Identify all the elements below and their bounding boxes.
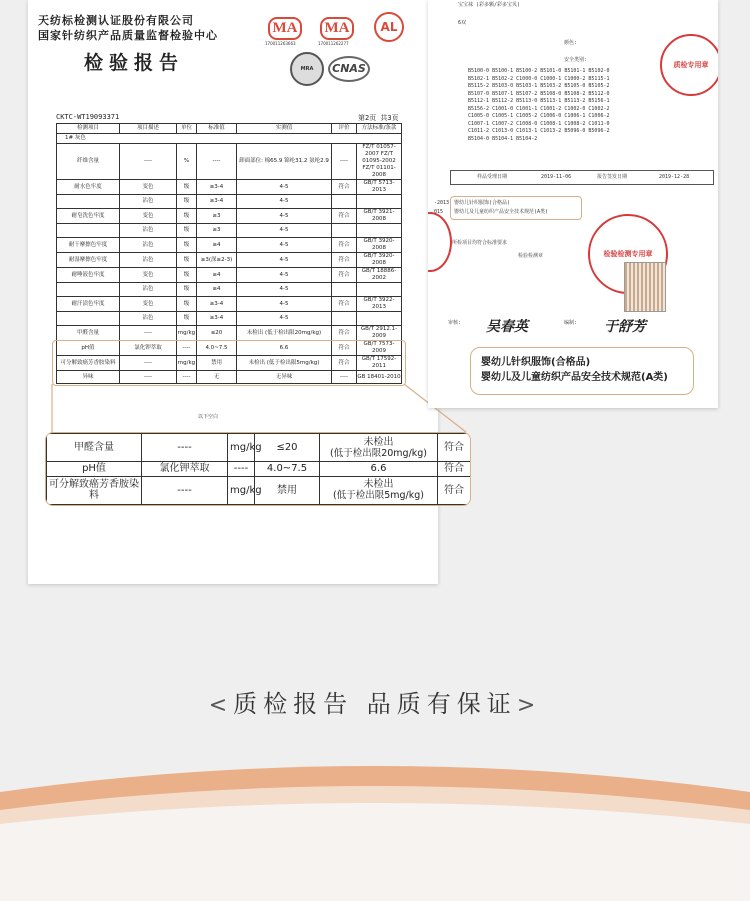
table-cell: ≥4 [197,238,237,253]
table-cell: ---- [120,356,177,371]
test-seal-stamp-icon: 检验检测专用章 [588,214,668,294]
color-label: 颜色: [564,40,578,46]
table-cell: 耐湿摩擦色牢度 [57,253,120,268]
model-code-line: B5112-1 B5112-2 B5113-0 B5113-1 B5113-2 B5156-1 [468,98,610,104]
std2-prefix: 015 [434,209,444,215]
model-code-line: C1007-1 C1007-2 C1008-0 C1008-1 C1008-2 C1011-0 [468,120,610,127]
table-cell: 未检出 (低于检出限5mg/kg) [237,356,332,371]
zoom-limit-cell: ≤20 [255,434,320,462]
model-code-line: B5115-2 B5103-0 B5103-1 B5103-2 B5105-0 B5105-2 [468,83,610,89]
table-cell: GB/T 2912.1-2009 [357,326,402,341]
header-cell: 方法标准/条款 [357,124,402,134]
table-cell: ≥3 [197,209,237,224]
model-code-line: C1011-2 C1013-0 C1013-1 C1013-2 B5096-0 B5096-2 [468,128,610,134]
table-cell: 耐水色牢度 [57,180,120,195]
table-cell: mg/kg [177,326,197,341]
table-cell: 纤维含量 [57,144,120,180]
table-cell: 变色 [120,209,177,224]
model-code-line: C1005-0 C1005-1 C1005-2 C1006-0 C1006-1 C1006-2 [468,113,610,119]
table-cell: ≥3-4 [197,312,237,326]
zoomed-results-callout [45,432,471,506]
table-cell: 符合 [332,180,357,195]
callout-standard-2: 婴幼儿及儿童纺织产品安全技术规范(A类) [481,372,668,383]
table-cell: 耐汗渍色牢度 [57,297,120,312]
table-cell: 符合 [332,297,357,312]
table-cell: 4-5 [237,312,332,326]
report-title: 检验报告 [84,52,185,74]
header-cell: 检测项目 [57,124,120,134]
table-cell: 沾色 [120,283,177,297]
table-cell: 符合 [332,326,357,341]
zoom-eval-cell: 符合 [438,434,471,462]
cnas-logo-icon: CNAS [328,56,370,82]
zoom-item-cell: 甲醛含量 [47,434,142,462]
table-cell: 4-5 [237,283,332,297]
header-cell: 单位 [177,124,197,134]
org-name-line1: 天纺标检测认证股份有限公司 [38,14,194,27]
table-cell: GB 18401-2010 [357,371,402,384]
table-cell: 级 [177,180,197,195]
page-info: 第2页 共3页 [358,114,399,122]
table-cell: 级 [177,253,197,268]
table-cell: 耐皂洗色牢度 [57,209,120,224]
issue-label: 报告签发日期 [597,174,628,180]
table-cell: 符合 [332,268,357,283]
zoom-result-line2: (低于检出限5mg/kg) [333,490,424,502]
cert-number-2: 170011262277 [318,41,349,46]
conclusion-fragment: 所检项目均符合标准要求 [452,240,508,246]
table-cell: GB/T 3922-2013 [357,297,402,312]
table-cell: ---- [177,341,197,356]
table-cell: 符合 [332,341,357,356]
table-cell: 可分解致癌芳香胺染料 [57,356,120,371]
callout-standard-1: 婴幼儿针织服饰(合格品) [481,357,591,368]
table-cell: % [177,144,197,180]
zoom-result-line1: 未检出 [363,479,394,491]
table-cell: 4-5 [237,209,332,224]
red-stamp-partial-icon [428,212,452,272]
org-name-line2: 国家针纺织产品质量监督检验中心 [38,29,218,42]
table-cell: ---- [332,144,357,180]
section-heading [0,684,750,719]
table-cell: 6.6 [237,341,332,356]
table-cell: 耐干摩擦色牢度 [57,238,120,253]
table-cell: GB/T 7573-2009 [357,341,402,356]
zoom-result-cell [320,476,438,504]
zoom-result-line1: 未检出 [363,436,394,448]
zoom-desc-cell: ---- [142,434,228,462]
table-cell: 符合 [332,356,357,371]
table-cell: 异味 [57,371,120,384]
table-cell: 级 [177,224,197,238]
table-cell: ≥3-4 [197,297,237,312]
zoom-unit-cell: mg/kg [228,476,255,504]
table-cell: ≤20 [197,326,237,341]
table-cell: GB/T 18886-2002 [357,268,402,283]
std1: 婴幼儿针织服饰(合格品) [454,200,511,206]
stamp-label: 检验检测章 [518,253,544,259]
zoom-result-cell [320,434,438,462]
zoom-desc-cell: 氯化钾萃取 [142,462,228,477]
table-cell: ≥4 [197,283,237,297]
issue-date: 2019-12-28 [659,174,690,180]
red-stamp-icon: 质检专用章 [660,34,718,96]
decorative-wave [0,760,750,901]
table-cell: 级 [177,209,197,224]
table-cell: mg/kg [177,356,197,371]
model-codes [468,68,609,143]
zoom-result-cell [320,462,438,477]
report-number: CKTC-WT19093371 [56,113,120,121]
std1-prefix: -2013 [434,200,450,206]
table-cell: ---- [120,144,177,180]
table-cell: ≥3 [197,224,237,238]
zoom-row [47,476,471,504]
table-cell: 4-5 [237,268,332,283]
heading-title: 质检报告 品质有保证 [233,690,517,718]
table-cell: 未检出 (低于检出限20mg/kg) [237,326,332,341]
table-cell: 符合 [332,253,357,268]
table-cell: 4-5 [237,180,332,195]
table-cell: 符合 [332,209,357,224]
ilac-mra-logo-icon: MRA [290,52,324,86]
review-label: 审核: [448,320,462,326]
table-cell: ≥3-4 [197,195,237,209]
header-cell: 实测值 [237,124,332,134]
zoom-result-line1: 6.6 [370,463,387,475]
table-cell: GB/T 5713-2013 [357,180,402,195]
table-cell: ≥3(深≥2-3) [197,253,237,268]
table-cell: ---- [120,371,177,384]
compile-label: 编制: [564,320,578,326]
zoom-item-cell: 可分解致癌芳香胺染料 [47,476,142,504]
table-cell: 级 [177,312,197,326]
table-cell: GB/T 3920-2008 [357,253,402,268]
table-cell: 级 [177,195,197,209]
model-code-line: B5100-0 B5100-1 B5100-2 B5101-0 B5101-1 B5102-0 [468,68,610,74]
receive-label: 样品受理日期 [477,174,508,180]
table-cell: 氯化钾萃取 [120,341,177,356]
zoom-limit-cell: 4.0~7.5 [255,462,320,477]
right-bracket: > [516,693,542,718]
table-cell: pH值 [57,341,120,356]
zoom-eval-cell: 符合 [438,462,471,477]
header-cell: 评价 [332,124,357,134]
header-cell: 项目描述 [120,124,177,134]
table-cell: ---- [332,371,357,384]
table-cell: 符合 [332,238,357,253]
table-cell: 耐唾液色牢度 [57,268,120,283]
table-cell: 级 [177,283,197,297]
end-of-table-note: 以下空白 [198,414,219,420]
table-cell: GB/T 3920-2008 [357,238,402,253]
table-cell: 变色 [120,268,177,283]
model-code-line: B5104-0 B5104-1 B5104-2 [468,135,538,142]
table-cell: 级 [177,238,197,253]
table-cell: 沾色 [120,312,177,326]
model-code-line: B5107-0 B5107-1 B5107-2 B5108-0 B5108-2 B5112-0 [468,90,610,97]
table-cell: 4-5 [237,224,332,238]
table-cell: 沾色 [120,195,177,209]
table-cell: 级 [177,268,197,283]
table-cell: ---- [197,144,237,180]
zoom-unit-cell: ---- [228,462,255,477]
table-cell: 4-5 [237,238,332,253]
dates-row [450,170,714,185]
table-cell: 变色 [120,180,177,195]
table-cell: FZ/T 01057-2007 FZ/T 01095-2002 FZ/T 01101-2008 [357,144,402,180]
zoom-result-line2: (低于检出限20mg/kg) [329,447,428,459]
model-code-line: B5156-2 C1001-0 C1001-1 C1001-2 C1002-0 C1002-2 [468,105,610,112]
cert-number-1: 170011263663 [265,41,296,46]
zoom-desc-cell: ---- [142,476,228,504]
sample-color-label: 1# 灰色 [57,134,402,144]
std-highlight-box [450,196,582,220]
table-cell: ---- [120,326,177,341]
table-cell: 4-5 [237,253,332,268]
table-cell: 沾色 [120,224,177,238]
table-cell: 变色 [120,297,177,312]
receive-date: 2019-11-06 [541,174,572,180]
zoom-row [47,462,471,477]
fabric-sample-swatch [624,262,666,312]
header-cell: 标准值 [197,124,237,134]
product-spec: 6双 [458,20,467,26]
table-cell: 无异味 [237,371,332,384]
table-cell: GB/T 17592-2011 [357,356,402,371]
table-cell: ≥3-4 [197,180,237,195]
safety-label: 安全类别: [564,57,588,63]
reviewer-signature: 吴春英 [486,319,528,335]
product-name: 宝宝袜 (彩多颗/彩多宝贝) [458,2,521,8]
zoom-eval-cell: 符合 [438,476,471,504]
table-cell: 无 [197,371,237,384]
table-cell: 级 [177,297,197,312]
standards-callout [470,347,694,395]
zoom-row [47,434,471,462]
zoom-unit-cell: mg/kg [228,434,255,462]
table-cell: 沾色 [120,253,177,268]
compiler-signature: 于舒芳 [604,319,646,335]
std2: 婴幼儿及儿童纺织产品安全技术规范(A类) [454,209,549,215]
table-cell: ---- [177,371,197,384]
table-cell: 沾色 [120,238,177,253]
model-code-line: B5102-1 B5102-2 C1000-0 C1000-1 C1000-2 B5115-1 [468,75,610,82]
left-bracket: < [208,693,234,718]
table-cell: GB/T 3921-2008 [357,209,402,224]
zoom-limit-cell: 禁用 [255,476,320,504]
zoom-item-cell: pH值 [47,462,142,477]
table-cell: 卸面部位: 棉65.9 锦纶31.2 氨纶2.9 [237,144,332,180]
table-cell: 甲醛含量 [57,326,120,341]
cal-logo-icon: AL [374,12,404,42]
table-cell: 4.0~7.5 [197,341,237,356]
cma-logo-icon-2: MA [320,17,354,40]
table-cell: 禁用 [197,356,237,371]
table-cell: 4-5 [237,195,332,209]
cma-logo-icon: MA [268,17,302,40]
table-cell: ≥4 [197,268,237,283]
table-cell: 4-5 [237,297,332,312]
zoomed-results-table [46,433,471,505]
